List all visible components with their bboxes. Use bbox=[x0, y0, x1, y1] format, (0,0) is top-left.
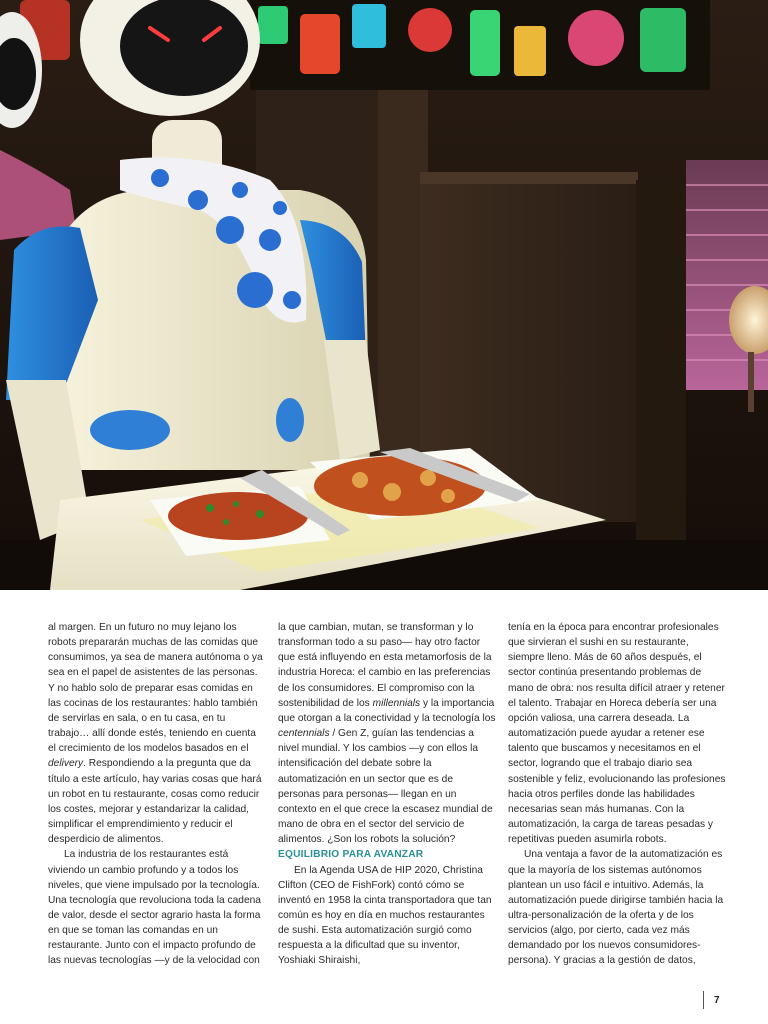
paragraph bbox=[48, 620, 266, 847]
text-run: y la importancia que otorgan a la conectividad y la tecnología los bbox=[278, 697, 496, 724]
emphasis: delivery bbox=[48, 758, 84, 770]
text-run: . Respondiendo a la pregunta que da título a este artículo, hay varias cosas que hará un robot en tu restaurante, cosas como reducir los costes, mejorar y estandarizar la calidad, simplificar el emprendimiento y reducir el desperdicio de alimentos. bbox=[48, 758, 262, 846]
emphasis: millennials bbox=[372, 697, 421, 709]
page-number: 7 bbox=[714, 995, 720, 1006]
paragraph: En la Agenda USA de HIP 2020, Christina Clifton (CEO de FishFork) contó cómo se inventó en 1958 la cinta transportadora que tan común es hoy en día en muchos restaurantes de sushi. Esta automatización surgió como respuesta a la dificultad que su inventor, Yoshiaki Shiraishi, bbox=[278, 864, 492, 967]
emphasis: centennials bbox=[278, 728, 330, 740]
text-run: al margen. En un futuro no muy lejano los robots prepararán muchas de las comidas que consumimos, ya sea de manera autónoma o ya sea en el papel de asistentes de las personas. Y no hablo solo de preparar esas comidas en las cocinas de los restaurantes: hablo también de servirlas en sala, o en tu casa, en tu trabajo… allí donde estés, teniendo en cuenta el crecimiento de los modelos basados en el bbox=[48, 622, 263, 755]
paragraph: La industria de los restaurantes está viviendo un cambio profundo y a todos los niveles, que viene impulsado por la tecnología. Una tecnología que revoluciona toda la cadena de valor, desde el sector agrario hasta la forma en que se toman las comandas en un restaurante. Junto con el impacto profundo de las nuevas tecnologías —y de la velocidad con bbox=[48, 849, 261, 967]
text-run: la que cambian, mutan, se transforman y lo transforman todo a su paso— hay otro factor que está influyendo en esta metamorfosis de la industria Horeca: el cambio en las preferencias de los consumidores. El compromiso con la sostenibilidad de los bbox=[278, 622, 492, 709]
paragraph: tenía en la época para encontrar profesionales que sirvieran el sushi en su restaurante, siempre lleno. Más de 60 años después, el sector continúa presentando problemas de mano de obra: nos resulta difícil atraer y retener el talento. Trabajar en Horeca debería ser una opción valiosa, una carrera deseada. La automatización puede ayudar a retener ese talento que buscamos y necesitamos en el sector, logrando que el trabajo diario sea sostenible y feliz, evolucionando las profesiones hacia otros perfiles donde las habilidades necesarias sean más humanas. Con la automatización, la carga de tareas pesadas y repetitivas pueden asumirla robots. bbox=[508, 622, 726, 846]
footer-divider bbox=[703, 991, 704, 1009]
paragraph: Una ventaja a favor de la automatización es que la mayoría de los sistemas autónomos plantean un uso fácil e intuitivo. Además, la automatización puede dirigirse también hacia la ultra-personalización de la oferta y de los servicios (algo, por cierto, cada vez más demandado por los nuevos consumidores-persona). Y gracias a la gestión de datos, bbox=[508, 849, 724, 967]
text-run: / Gen Z, guían las tendencias a nivel mundial. Y los cambios —y con ellos la intensificación del debate sobre la automatización en un sector que es de personas para personas— llegan en un contexto en el que crece la escasez mundial de mano de obra en el sector del servicio de alimentos. ¿Son los robots la solución? bbox=[278, 728, 493, 846]
article-column-3 bbox=[508, 620, 726, 969]
article-column-2 bbox=[278, 620, 496, 969]
article-column-1 bbox=[48, 620, 266, 969]
section-subheading: EQUILIBRIO PARA AVANZAR bbox=[278, 849, 424, 861]
paragraph bbox=[278, 620, 496, 847]
